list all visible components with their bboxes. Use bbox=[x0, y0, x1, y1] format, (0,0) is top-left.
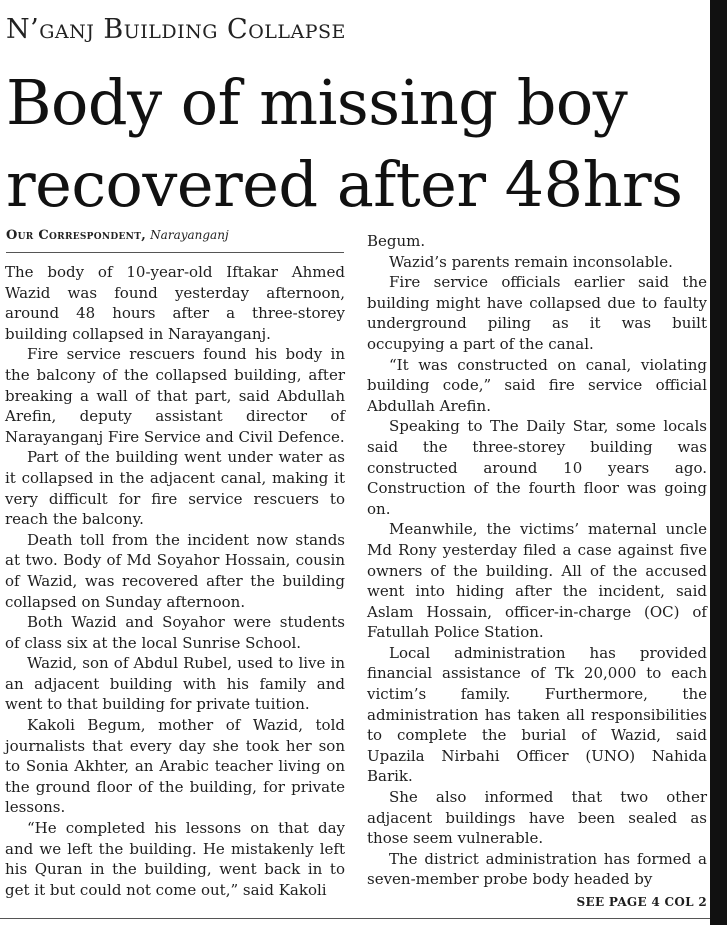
paragraph: Kakoli Begum, mother of Wazid, told journalists that every day she took her son to Sonia Akhter, an Arabic teacher living on the ground floor of the building, for private lessons. bbox=[5, 716, 345, 817]
paragraph: Wazid’s parents remain inconsolable. bbox=[389, 252, 673, 271]
byline-location: Narayanganj bbox=[150, 228, 229, 242]
paragraph: Death toll from the incident now stands at two. Body of Md Soyahor Hossain, cousin of Wazid, was recovered after the building collapsed on Sunday afternoon. bbox=[5, 530, 345, 611]
paragraph: Fire service rescuers found his body in the balcony of the collapsed building, after breaking a wall of that part, said Abdullah Arefin, deputy assistant director of Narayanganj Fire Service and Civil Defence. bbox=[5, 345, 345, 446]
paragraph: She also informed that two other adjacent buildings have been sealed as those seem vulnerable. bbox=[367, 788, 707, 848]
paragraph: The body of 10-year-old Iftakar Ahmed Wazid was found yesterday afternoon, around 48 hours after a three-storey building collapsed in Narayanganj. bbox=[5, 263, 345, 343]
paragraph: Part of the building went under water as it collapsed in the adjacent canal, making it very difficult for fire service rescuers to reach the balcony. bbox=[5, 448, 345, 529]
paragraph: The district administration has formed a seven-member probe body headed by bbox=[367, 849, 707, 889]
paragraph: Speaking to The Daily Star, some locals said the three-storey building was constructed around 10 years ago. Construction of the fourth floor was going on. bbox=[367, 417, 707, 518]
byline-divider bbox=[6, 252, 344, 253]
paragraph: Local administration has provided financial assistance of Tk 20,000 to each victim’s family. Furthermore, the administration has taken all responsibilities to complete the burial of Wazid, said Upazila Nirbahi Officer (UNO) Nahida Barik. bbox=[367, 643, 707, 786]
byline-author: Our Correspondent, bbox=[6, 228, 147, 243]
paragraph: Wazid, son of Abdul Rubel, used to live in an adjacent building with his family and went to that building for private tuition. bbox=[5, 654, 345, 714]
article-column-2 bbox=[367, 231, 707, 913]
bottom-divider bbox=[0, 918, 710, 919]
headline: Body of missing boy recovered after 48hrs bbox=[6, 66, 683, 221]
scan-edge bbox=[710, 0, 727, 925]
paragraph: “He completed his lessons on that day and we left the building. He mistakenly left his Quran in the building, went back in to get it but could not come out,” said Kakoli bbox=[5, 819, 345, 899]
byline bbox=[6, 228, 229, 243]
paragraph: Both Wazid and Soyahor were students of class six at the local Sunrise School. bbox=[5, 613, 345, 652]
article-column-1 bbox=[5, 262, 345, 900]
paragraph: “It was constructed on canal, violating building code,” said fire service official Abdullah Arefin. bbox=[367, 355, 707, 415]
paragraph: Fire service officials earlier said the building might have collapsed due to faulty underground piling as it was built occupying a part of the canal. bbox=[367, 273, 707, 353]
paragraph: Meanwhile, the victims’ maternal uncle Md Rony yesterday filed a case against five owners of the building. All of the accused went into hiding after the incident, said Aslam Hossain, officer-in-charge (OC) of Fatullah Police Station. bbox=[367, 520, 707, 642]
section-kicker: N’ganj Building Collapse bbox=[6, 14, 346, 45]
jump-line: SEE PAGE 4 COL 2 bbox=[576, 895, 707, 909]
paragraph-continuation: Begum. bbox=[367, 232, 426, 250]
